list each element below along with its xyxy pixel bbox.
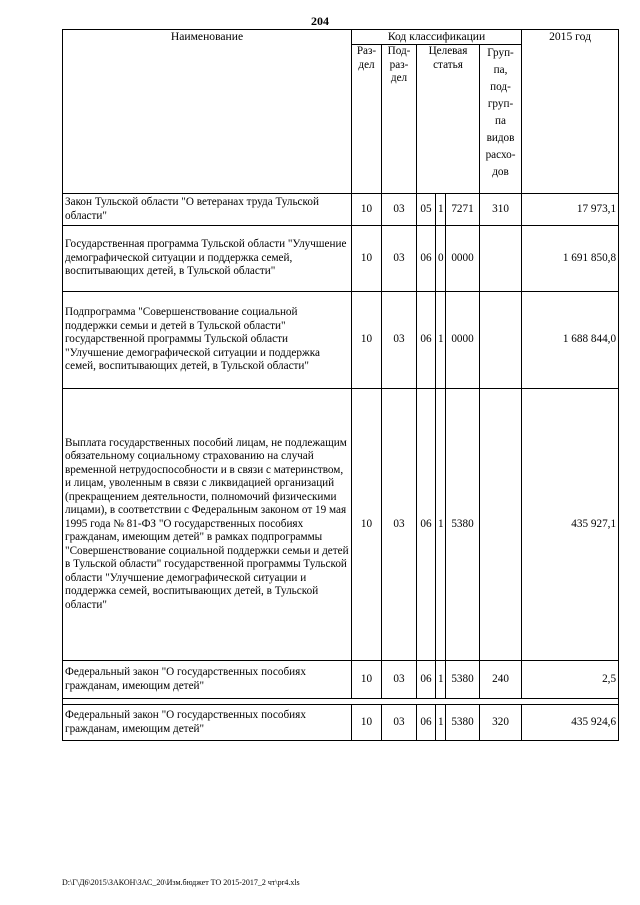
row-razdel: 10 <box>352 389 382 661</box>
row-amount: 17 973,1 <box>522 194 619 226</box>
row-cs2: 1 <box>436 661 446 699</box>
row-podrazdel: 03 <box>382 389 417 661</box>
row-podrazdel: 03 <box>382 705 417 741</box>
header-razdel-text: Раз- дел <box>356 45 377 71</box>
row-cs2: 1 <box>436 389 446 661</box>
row-cs3: 0000 <box>446 292 480 389</box>
row-name: Выплата государственных пособий лицам, не подлежащим обязательному социальному страхованию на случай временной нетрудоспособности и в связи с материнством, и лицам, уволенным в связи с ликвидацией организаций (прекращением деятельности, полномочий физическими лицами), в соответствии с Федеральным законом от 19 мая 1995 года № 81-ФЗ "О государственных пособиях гражданам, имеющим детей" в рамках подпрограммы "Совершенствование социальной поддержки семьи и детей в Тульской области" государственной программы Тульской области "Улучшение демографической ситуации и поддержка семей, воспитывающих детей, в Тульской области" <box>63 389 352 661</box>
row-razdel: 10 <box>352 194 382 226</box>
row-cs1: 06 <box>417 226 436 292</box>
header-podrazdel <box>382 45 417 194</box>
row-cs1: 05 <box>417 194 436 226</box>
row-name: Федеральный закон "О государственных пособиях гражданам, имеющим детей" <box>63 705 352 741</box>
row-cs1: 06 <box>417 705 436 741</box>
row-cs1: 06 <box>417 389 436 661</box>
header-podrazdel-text: Под- раз- дел <box>387 45 411 84</box>
row-podrazdel: 03 <box>382 661 417 699</box>
row-vr: 310 <box>480 194 522 226</box>
row-name: Закон Тульской области "О ветеранах труда Тульской области" <box>63 194 352 226</box>
row-amount: 435 927,1 <box>522 389 619 661</box>
table-header <box>63 30 619 194</box>
header-target-article <box>417 45 480 194</box>
row-vr: 240 <box>480 661 522 699</box>
row-cs1: 06 <box>417 292 436 389</box>
row-razdel: 10 <box>352 705 382 741</box>
table-row <box>63 705 619 741</box>
row-cs2: 1 <box>436 292 446 389</box>
row-name: Государственная программа Тульской области "Улучшение демографической ситуации и поддержка семей, воспитывающих детей, в Тульской области" <box>63 226 352 292</box>
row-vr <box>480 389 522 661</box>
page-number: 204 <box>311 14 329 28</box>
header-expense-group-text: Груп- па, под- груп- па видов расхо- дов <box>485 47 516 178</box>
header-razdel <box>352 45 382 194</box>
row-razdel: 10 <box>352 292 382 389</box>
row-podrazdel: 03 <box>382 194 417 226</box>
header-name: Наименование <box>63 30 352 194</box>
table-row <box>63 226 619 292</box>
row-cs2: 1 <box>436 705 446 741</box>
table-body <box>63 194 619 741</box>
row-cs3: 5380 <box>446 661 480 699</box>
row-name: Подпрограмма "Совершенствование социальной поддержки семьи и детей в Тульской области" государственной программы Тульской области "Улучшение демографической ситуации и поддержка семей, воспитывающих детей, в Тульской области" <box>63 292 352 389</box>
row-amount: 1 691 850,8 <box>522 226 619 292</box>
row-cs3: 0000 <box>446 226 480 292</box>
budget-table <box>62 29 619 741</box>
row-vr: 320 <box>480 705 522 741</box>
table-row <box>63 661 619 699</box>
table-row <box>63 194 619 226</box>
row-razdel: 10 <box>352 226 382 292</box>
row-cs3: 7271 <box>446 194 480 226</box>
row-amount: 2,5 <box>522 661 619 699</box>
row-podrazdel: 03 <box>382 226 417 292</box>
row-cs2: 1 <box>436 194 446 226</box>
row-vr <box>480 226 522 292</box>
row-razdel: 10 <box>352 661 382 699</box>
row-amount: 1 688 844,0 <box>522 292 619 389</box>
row-cs3: 5380 <box>446 705 480 741</box>
row-cs3: 5380 <box>446 389 480 661</box>
row-vr <box>480 292 522 389</box>
row-amount: 435 924,6 <box>522 705 619 741</box>
table-row <box>63 292 619 389</box>
row-cs2: 0 <box>436 226 446 292</box>
header-target-article-text: Целевая статья <box>428 45 468 71</box>
header-expense-group <box>480 45 522 194</box>
row-cs1: 06 <box>417 661 436 699</box>
file-path-footer: D:\Г\Д6\2015\ЗАКОН\ЗАС_20\Изм.бюджет ТО 2015-2017_2 чт\pr4.xls <box>62 878 300 887</box>
row-podrazdel: 03 <box>382 292 417 389</box>
row-name: Федеральный закон "О государственных пособиях гражданам, имеющим детей" <box>63 661 352 699</box>
table-row <box>63 389 619 661</box>
header-classification: Код классификации <box>352 30 522 45</box>
header-year: 2015 год <box>522 30 619 194</box>
